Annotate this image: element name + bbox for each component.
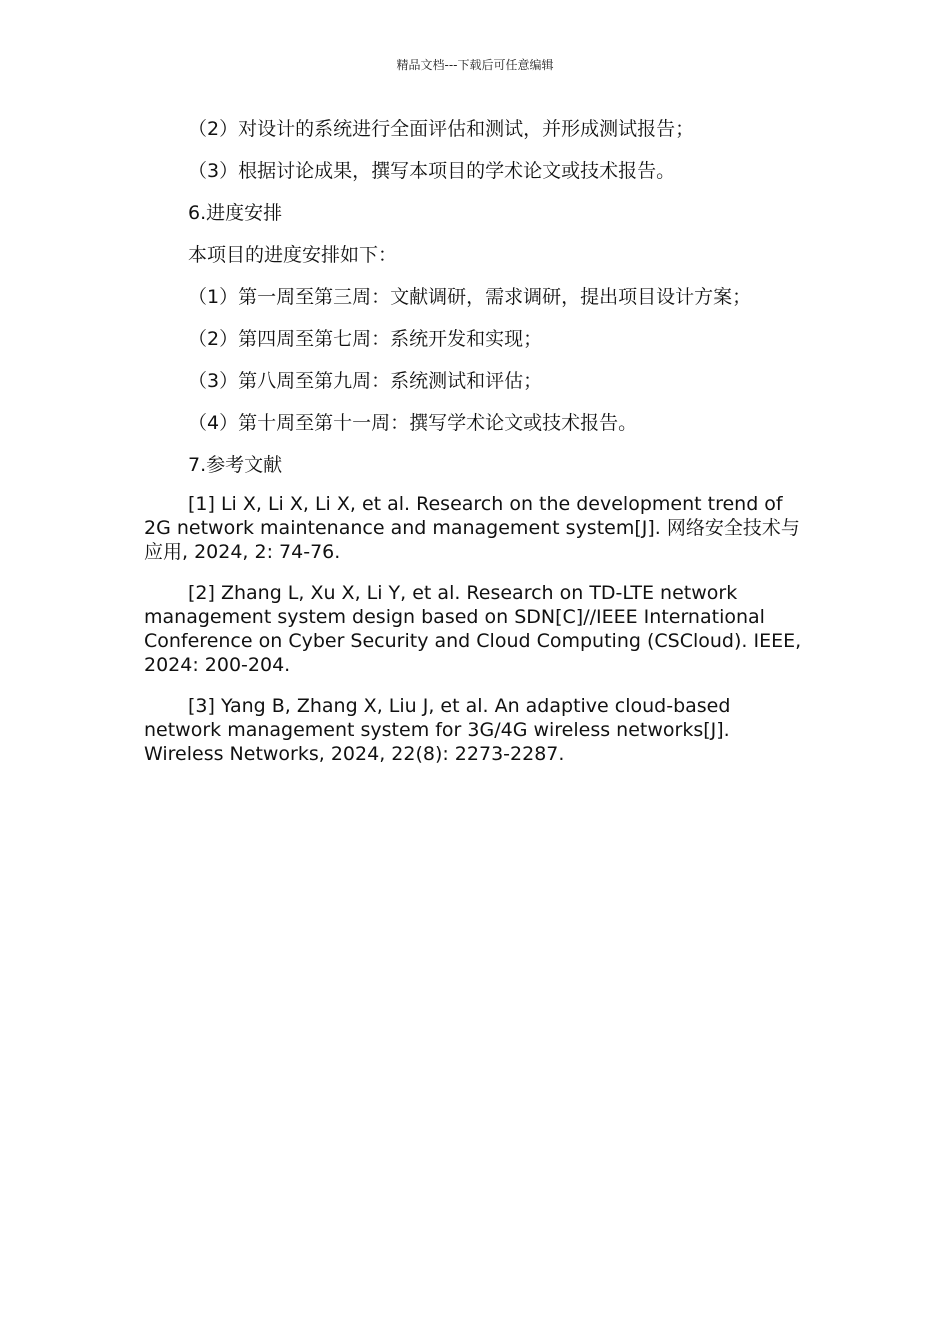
reference-item: [2] Zhang L, Xu X, Li Y, et al. Research on TD-LTE network management system design based on SDN[C]//IEEE International Conference on Cyber Security and Cloud Computing (CSCloud). IEEE, 2024: 200-204. xyxy=(144,582,802,676)
schedule-item: （4）第十周至第十一周：撰写学术论文或技术报告。 xyxy=(188,412,638,434)
reference-item: [3] Yang B, Zhang X, Liu J, et al. An adaptive cloud-based network management system for 3G/4G wireless networks[J]. Wireless Networks, 2024, 22(8): 2273-2287. xyxy=(144,695,731,765)
document-body xyxy=(144,114,804,783)
schedule-item: （1）第一周至第三周：文献调研，需求调研，提出项目设计方案； xyxy=(188,286,752,308)
schedule-intro: 本项目的进度安排如下： xyxy=(188,244,398,266)
list-item: （3）根据讨论成果，撰写本项目的学术论文或技术报告。 xyxy=(188,160,676,182)
section-heading-references: 7.参考文献 xyxy=(188,454,283,476)
section-heading-schedule: 6.进度安排 xyxy=(188,202,283,224)
schedule-item: （2）第四周至第七周：系统开发和实现； xyxy=(188,328,543,350)
page-header: 精品文档---下载后可任意编辑 xyxy=(396,58,554,72)
list-item: （2）对设计的系统进行全面评估和测试，并形成测试报告； xyxy=(188,118,695,140)
schedule-item: （3）第八周至第九周：系统测试和评估； xyxy=(188,370,543,392)
reference-item: [1] Li X, Li X, Li X, et al. Research on the development trend of 2G network maintenance and management system[J]. 网络安全技术与应用, 2024, 2: 74-76. xyxy=(144,493,800,563)
